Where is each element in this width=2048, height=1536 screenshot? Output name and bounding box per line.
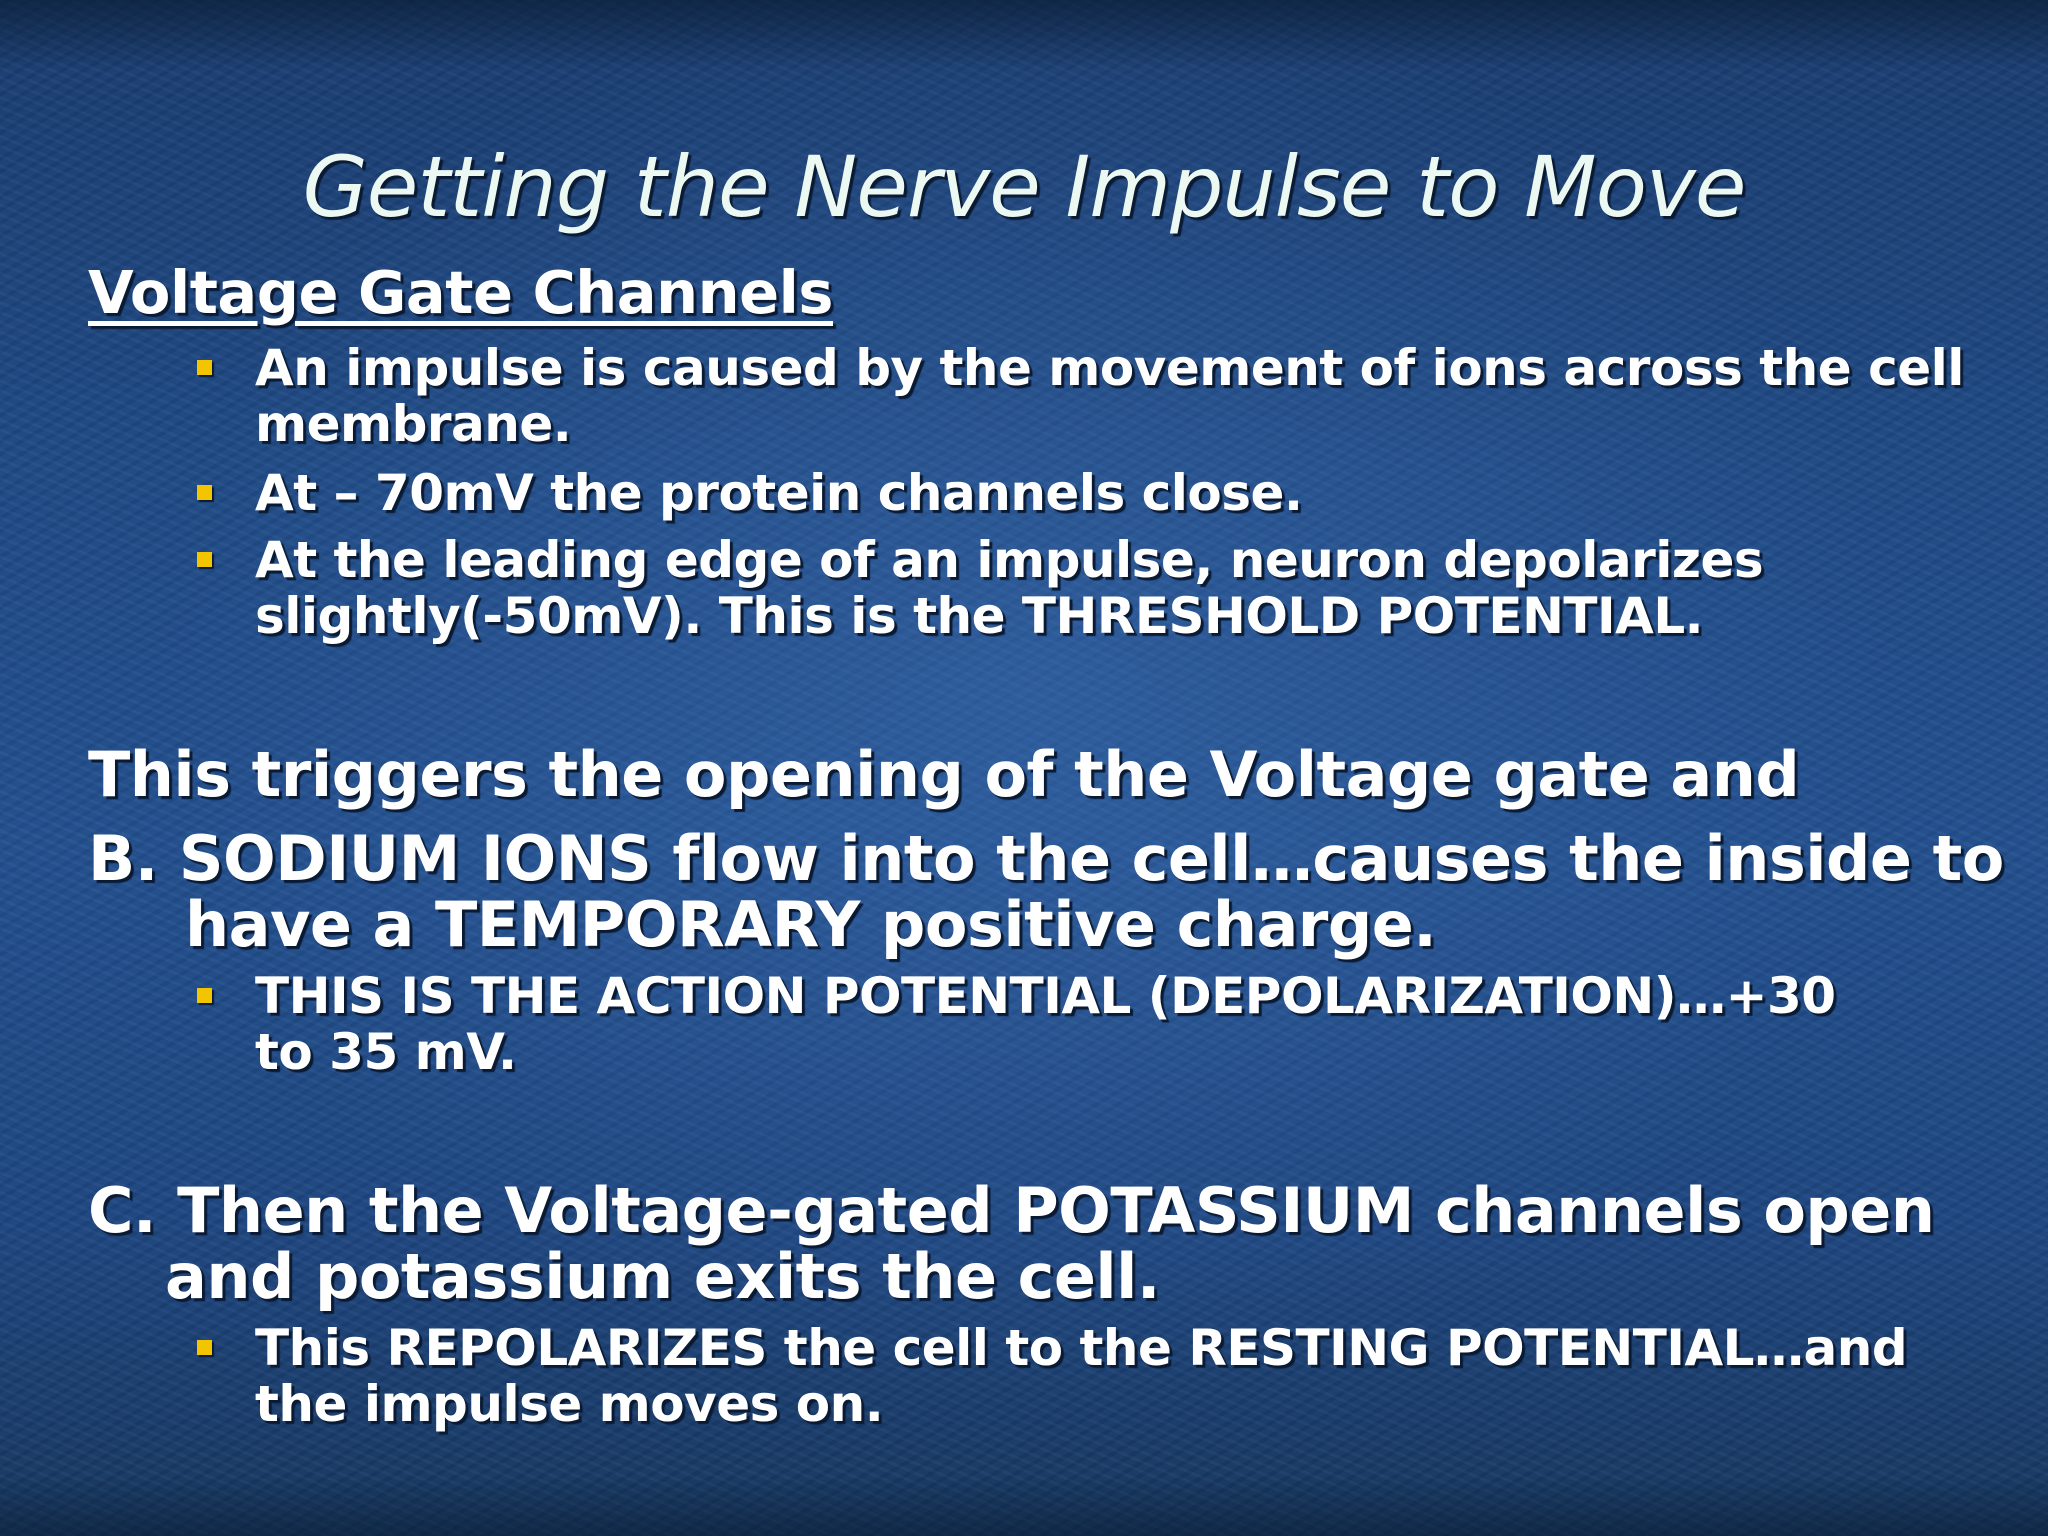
bullet-text-line: THIS IS THE ACTION POTENTIAL (DEPOLARIZATION)…+30 — [255, 967, 1836, 1025]
point-c-continuation: and potassium exits the cell. — [165, 1240, 1160, 1313]
trigger-line: This triggers the opening of the Voltage gate and — [88, 738, 1800, 811]
slide-title: Getting the Nerve Impulse to Move — [302, 138, 1746, 236]
bullet-marker — [197, 485, 212, 500]
bullet-text-line: membrane. — [255, 395, 572, 453]
point-b-line: B. SODIUM IONS flow into the cell…causes the inside to — [88, 822, 2004, 895]
bullet-text-line: to 35 mV. — [255, 1023, 517, 1081]
bullet-text-line: At the leading edge of an impulse, neuron depolarizes — [255, 531, 1764, 589]
bullet-text-line: This REPOLARIZES the cell to the RESTING POTENTIAL…and — [255, 1319, 1908, 1377]
bullet-item — [255, 465, 2035, 521]
point-b-continuation: have a TEMPORARY positive charge. — [185, 888, 1437, 961]
bullet-text-line: the impulse moves on. — [255, 1375, 884, 1433]
bullet-marker — [197, 988, 212, 1003]
bullet-text-line: slightly(-50mV). This is the THRESHOLD POTENTIAL. — [255, 587, 1704, 645]
section-heading: Voltage Gate Channels — [88, 258, 833, 327]
bullet-item — [255, 340, 2035, 452]
bullet-marker — [197, 1340, 212, 1355]
bullet-text-line: At – 70mV the protein channels close. — [255, 464, 1303, 522]
bullet-item — [255, 1320, 2035, 1432]
bullet-text-line: An impulse is caused by the movement of ions across the cell — [255, 339, 1964, 397]
point-c-line: C. Then the Voltage-gated POTASSIUM channels open — [88, 1174, 1935, 1247]
bullet-item — [255, 968, 2035, 1080]
bullet-marker — [197, 552, 212, 567]
bullet-marker — [197, 360, 212, 375]
bullet-item — [255, 532, 2035, 644]
